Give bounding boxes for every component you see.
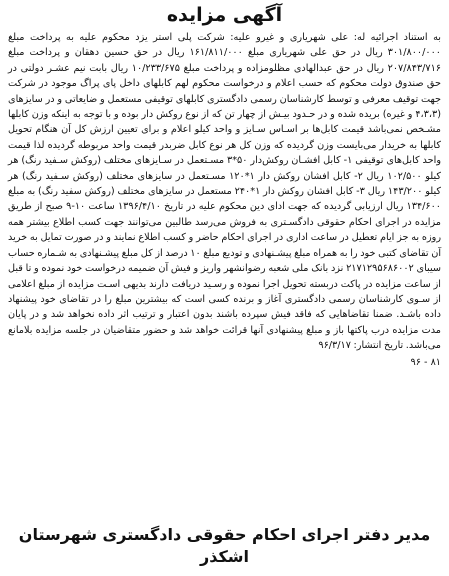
notice-signature: مدیر دفتر اجرای احکام حقوقی دادگستری شهرستان اشکذر [18,525,431,566]
notice-title: آگهی مزایده [166,4,283,26]
notice-body: به استناد اجرائیه له: علی شهریاری و غیرو علیه: شرکت پلی استر یزد محکوم علیه به پرداخت مبلغ ۳۰۱/۸۰۰/۰۰۰ ریال در حق علی شهریاری مبلغ ۱۶۱/۸۱۱/۰۰۰ ریال در حق حسین دهقان و پرداخت مبلغ ۲۰۷/۸۴۳/۷۱۶ ریال در حق عبدالهادی مظلومزاده و پرداخت مبلغ ۱۰/۲۳۳/۶۷۵ ریال بابت نیم عشـر دولتی در حق صندوق دولت محکوم که حسب اعلام و درخواست محکوم لهم کابلهای داخل پای پراگ موجود در شرکت جهت توقیف معرفی و توسط کارشناسان رسمی دادگستری کابلهای توقیفی مستعمل و ضایعاتی و در سایزهای (۴،۳،۳ و غیره) بریده شده و در حـدود بیـش از چهار تن که از نوع روکش دار بوده و با توجه به اینکه وزن کابلها مشـخص نمی‌باشد قیمت کابل‌ها بر اسـاس سـایز و واحد کیلو اعلام و برای تعیین ارزش کل آن هنگام تحویل کابلها به خریدار می‌بایست وزن گردیده که وزن کل هر نوع کابل ضربدر قیمت واحد مربوطه گردیده لذا قیمت واحد کابل‌های توقیفی ۱- کابل افشـان روکش‌دار ۵۰*۳ مسـتعمل در سـایزهای مختلف (روکش سـفید رنگ) هر کیلو ۱۰۲/۵۰۰ ریال ۲- کابل افشان روکش دار ۱*۱۲۰ مسـتعمل در سایزهای مختلف (روکش سـفید رنگ) هر کیلو ۱۴۳/۲۰۰ ریال ۳- کابل افشان روکش دار ۱*۲۴۰ مستعمل در سایزهای مختلف (روکش سفید رنگ) به مبلغ ۱۳۴/۶۰۰ ریال ارزیابی گردیده که جهت ادای دین محکوم علیه در تاریخ ۱۳۹۶/۴/۱۰ ساعت ۱۰-۹ صبح از طریق مزایده در اجرای احکام حقوقی دادگسـتری به فروش می‌رسد طالبین می‌توانند جهت کسب اطلاع بیشتر همه روزه به جز ایام تعطیل در ساعت اداری در اجرای احکام حاضر و کسب اطلاع نمایند و در صورت تمایل به خرید آن تقاضای کتبی خود را به همراه مبلغ پیشـنهادی و تودیع مبلغ ۱۰ درصد از کل مبلغ پیشـنهادی به شـماره حساب سیبای ۲۱۷۱۲۹۵۶۸۶۰۰۲ نزد بانک ملی شعبه رضوانشهر واریز و فیش آن ضمیمه درخواست خود نموده و تا قبل از ساعت مزایده در پاکت دربسته تحویل اجرا نموده و رسـید دریافت دارند بدیهی اسـت مزایده از مبلغ اعلامی از سـوی کارشناسان رسمی دادگستری آغاز و برنده کسی است که بیشترین مبلغ را در تقاضای خود پیشنهاد داده باشـد. ضمنا تقاضاهایی که فاقد فیش سپرده باشند بدون اعتبار و ترتیب اثر داده نخواهد شد و در پایان مدت مزایده درب پاکتها باز و مبلغ پیشنهادی آنها قرائت خواهد شد و حضور متقاضیان در جلسه مزایده بلامانع می‌باشد. تاریخ انتشار: ۹۶/۳/۱۷ [8,32,442,352]
auction-notice [6,4,443,570]
notice-reference-number: ۸۱ - ۹۶ [410,356,441,368]
